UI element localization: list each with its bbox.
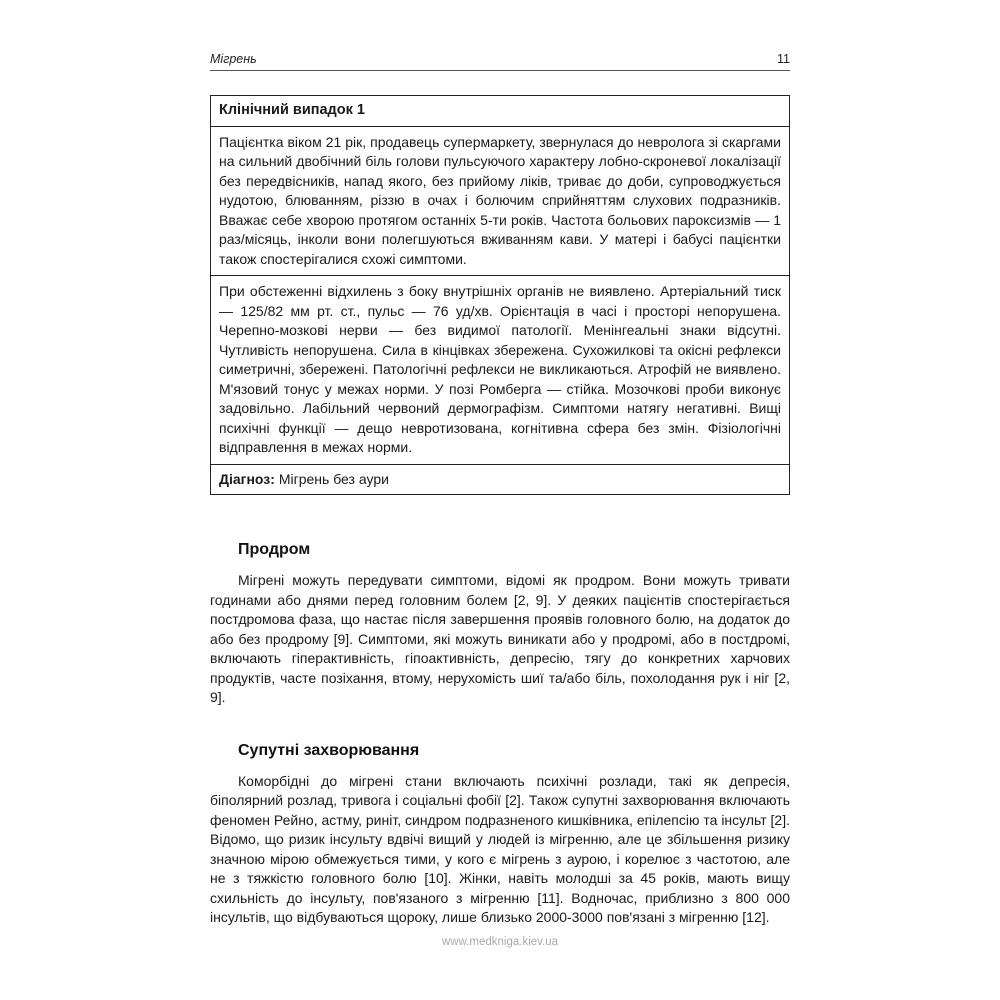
paragraph-comorbidities: Коморбідні до мігрені стани включають психічні розлади, такі як депресія, біполярний розлад, тривога і соціальні фобії [2]. Також супутні захворювання включають феномен Рейно, астму, риніт, синдром подразненого кишківника, епілепсію та інсульт [2]. Відомо, що ризик інсульту вдвічі вищий у людей із мігренню, але це збільшення ризику значною мірою обмежується тими, у кого є мігрень з аурою, і корелює з частотою, але не з тяжкістю головного болю [10]. Жінки, навіть молодші за 45 років, мають вищу схильність до інсульту, пов'язаного з мігренню [11]. Водночас, приблизно з 800 000 інсультів, що відбуваються щороку, лише близько 2000-3000 пов'язані з мігренню [12]. <box>210 772 790 925</box>
page-number: 11 <box>777 52 790 66</box>
running-head <box>210 52 790 71</box>
footer-url: www.medkniga.kiev.ua <box>441 936 559 948</box>
case-box-diagnosis-row <box>211 465 789 495</box>
paragraph-prodrome: Мігрені можуть передувати симптоми, відомі як продром. Вони можуть тривати годинами або днями перед головним болем [2, 9]. У деяких пацієнтів спостерігається постдромова фаза, що настає після завершення проявів головного болю, на додаток до або без продрому [9]. Симптоми, які можуть виникати або у продромі, або в постдромі, включають гіперактивність, гіпоактивність, депресію, тягу до конкретних харчових продуктів, часте позіхання, втому, нерухомість шиї та/або біль, похолодання рук і ніг [2, 9]. <box>210 572 790 705</box>
case-box-paragraph-anamnesis: Пацієнтка віком 21 рік, продавець супермаркету, звернулася до невролога зі скаргами на сильний двобічний біль голови пульсуючого характеру лобно-скроневої локалізації без передвісників, напад якого, без прийому ліків, триває до доби, супроводжується нудотою, блюванням, різзю в очах і болючим сприйняттям слухових подразників. Вважає себе хворою протягом останніх 5-ти років. Частота больових пароксизмів — 1 раз/місяць, інколи вони полегшуються вживанням кави. У матері і бабусі пацієнтки також спостерігалися схожі симптоми. <box>211 127 789 277</box>
running-title: Мігрень <box>210 52 257 66</box>
diagnosis-label: Діагноз: <box>219 470 275 487</box>
case-box-paragraph-examination: При обстеженні відхилень з боку внутрішніх органів не виявлено. Артеріальний тиск — 125/82 мм рт. ст., пульс — 76 уд/хв. Орієнтація в часі і просторі непорушена. Черепно-мозкові нерви — без видимої патології. Менінгеальні знаки відсутні. Чутливість непорушена. Сила в кінцівках збережена. Сухожилкові та окісні рефлекси симетричні, збережені. Патологічні рефлекси не викликаються. Атрофій не виявлено. М'язовий тонус у межах норми. У позі Ромберга — стійка. Мозочкові проби виконує задовільно. Лабільний червоний дермографізм. Симптоми натягу негативні. Вищі психічні функції — дещо невротизована, когнітивна сфера без змін. Фізіологічні відправлення в межах норми. <box>211 276 789 465</box>
section-heading-prodrome: Продром <box>238 541 311 558</box>
document-page <box>210 52 790 948</box>
section-heading-comorbidities: Супутні захворювання <box>238 741 420 759</box>
case-box-title: Клінічний випадок 1 <box>211 96 789 127</box>
clinical-case-box <box>210 95 790 495</box>
diagnosis-value: Мігрень без аури <box>274 470 389 487</box>
